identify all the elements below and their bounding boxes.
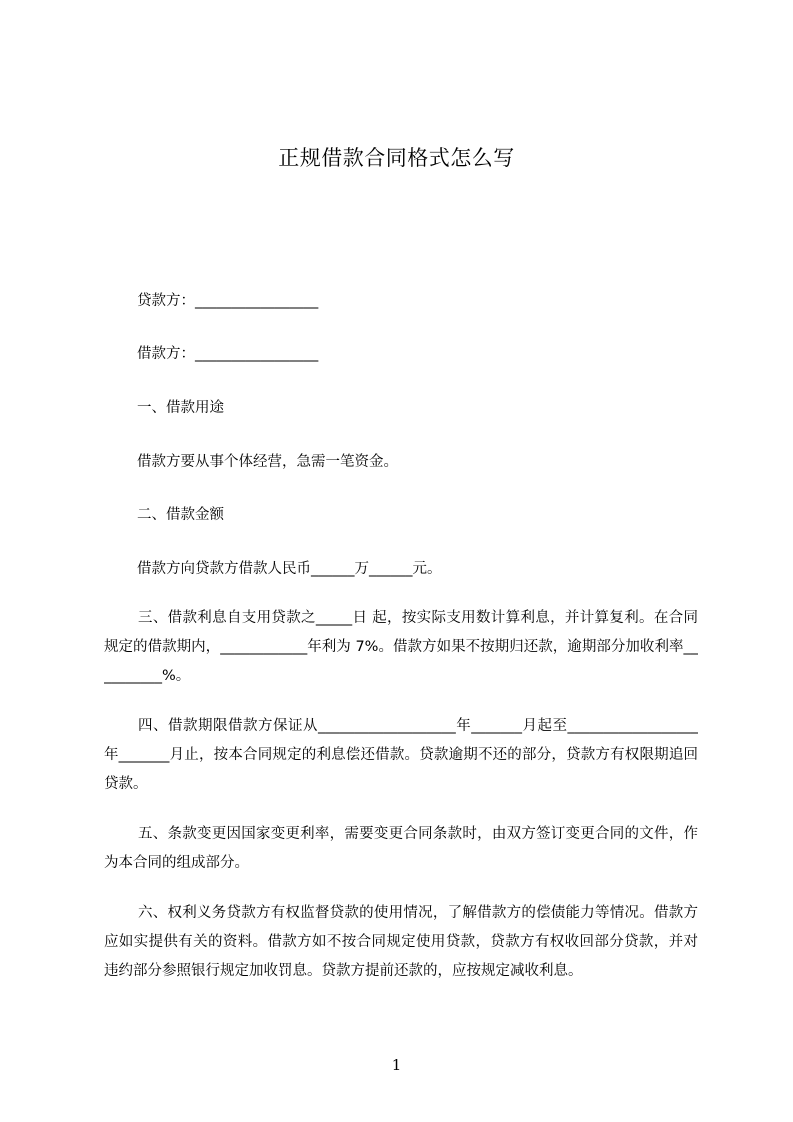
section-3-paragraph: 三、借款利息自支用贷款之_____日 起，按实际支用数计算利息，并计算复利。在合同规定的借款期内，____________年利为 7%。借款方如果不按期归还款，逾期部分加收利率__________%。	[104, 610, 698, 684]
section-1-heading: 一、借款用途	[137, 400, 224, 416]
lender-line: 贷款方：_________________	[137, 293, 319, 309]
section-6-paragraph: 六、权利义务贷款方有权监督贷款的使用情况，了解借款方的偿债能力等情况。借款方应如实提供有关的资料。借款方如不按合同规定使用贷款，贷款方有权收回部分贷款，并对违约部分参照银行规定加收罚息。贷款方提前还款的，应按规定减收利息。	[104, 905, 698, 979]
section-5-paragraph: 五、条款变更因国家变更利率，需要变更合同条款时，由双方签订变更合同的文件，作为本合同的组成部分。	[104, 826, 698, 871]
section-2-body: 借款方向贷款方借款人民币______万______元。	[137, 561, 442, 577]
section-2-heading: 二、借款金额	[137, 507, 224, 523]
page-number: 1	[391, 1056, 402, 1074]
section-4-paragraph: 四、借款期限借款方保证从___________________年_______月起至__________________年_______月止，按本合同规定的利息偿还借款。贷款逾期不还的部分，贷款方有权限期追回贷款。	[104, 718, 698, 792]
borrower-line: 借款方：_________________	[137, 346, 319, 362]
document-title: 正规借款合同格式怎么写	[278, 146, 515, 170]
section-1-body: 借款方要从事个体经营，急需一笔资金。	[137, 454, 398, 470]
